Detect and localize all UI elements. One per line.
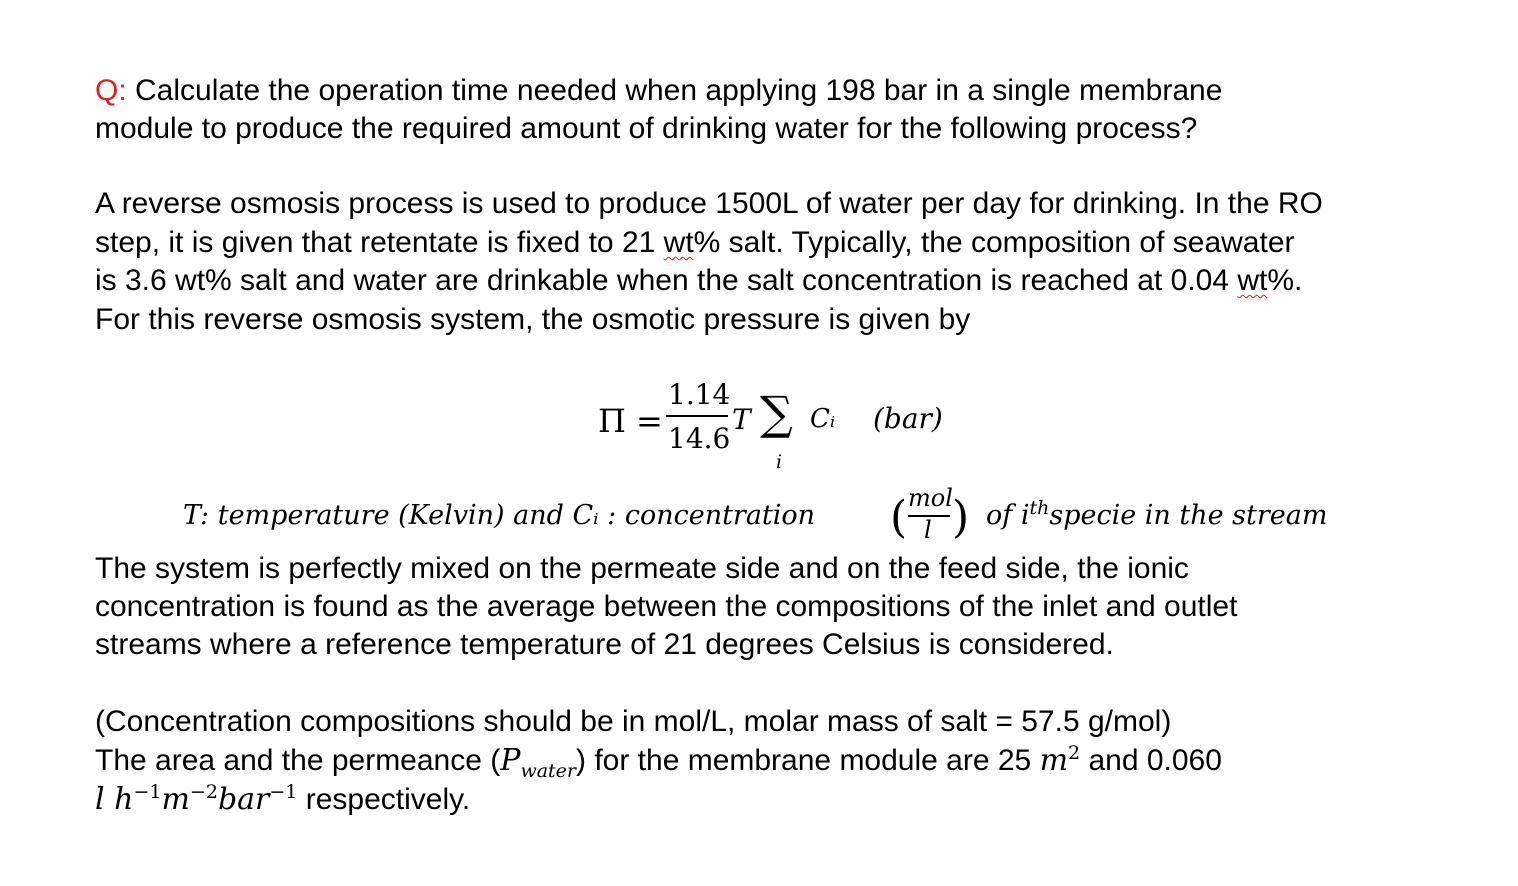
formula-numerator: 1.14: [668, 378, 731, 411]
definition-part-2-b: specie in the stream: [1049, 500, 1328, 531]
question-text-1: Calculate the operation time needed when applying 198 bar in a single membrane: [126, 74, 1223, 107]
paragraph1-line-2-c: % salt. Typically, the composition of seawater: [693, 226, 1295, 259]
paragraph2-line-1: The system is perfectly mixed on the permeate side and on the feed side, the ionic: [95, 552, 1189, 585]
formula-concentration: Cᵢ: [810, 404, 836, 434]
formula-unit: (bar): [873, 402, 943, 435]
paragraph2-line-2: concentration is found as the average between the compositions of the inlet and outlet: [95, 590, 1238, 623]
formula-sigma: ∑: [760, 386, 793, 440]
definition-paren-right: ): [952, 492, 970, 543]
paragraph3-line-3: [95, 781, 470, 819]
permeance-unit-lh: l h: [95, 782, 134, 817]
paragraph3-line-2-c: and 0.060: [1080, 744, 1222, 777]
paragraph3-line-2: [95, 742, 1222, 780]
paragraph1-line-1: A reverse osmosis process is used to produce 1500L of water per day for drinking. In the RO: [95, 187, 1323, 220]
paragraph1-line-3-a: is 3.6 wt% salt and water are drinkable when the salt concentration is reached at 0.04: [95, 264, 1238, 297]
definition-fraction-bottom: l: [924, 516, 932, 544]
question-line-1: [95, 72, 1222, 110]
definition-paren-left: (: [890, 492, 908, 543]
paragraph1-line-3-c: %.: [1267, 264, 1303, 297]
area-unit-m: m: [1039, 743, 1069, 778]
paragraph2-line-3: streams where a reference temperature of 21 degrees Celsius is considered.: [95, 628, 1114, 661]
osmotic-pressure-formula: [598, 378, 978, 478]
permeance-unit-m: m: [161, 782, 190, 817]
paragraph3-line-1: (Concentration compositions should be in mol/L, molar mass of salt = 57.5 g/mol): [95, 705, 1172, 738]
definition-part-1: T: temperature (Kelvin) and Cᵢ : concentration: [183, 500, 816, 531]
permeance-symbol: P: [500, 743, 521, 778]
definition-part-2-a: of i: [986, 500, 1030, 531]
paragraph1-line-2: [95, 224, 1295, 262]
formula-denominator: 14.6: [668, 422, 731, 455]
question-line-2: module to produce the required amount of drinking water for the following process?: [95, 112, 1198, 145]
formula-temperature: T: [732, 403, 751, 436]
definition-part-2: [986, 497, 1328, 531]
formula-equals: =: [636, 402, 663, 440]
paragraph1-line-2-a: step, it is given that retentate is fixed to 21: [95, 226, 664, 259]
permeance-subscript: water: [520, 760, 576, 782]
definition-superscript: th: [1029, 497, 1050, 519]
variable-definition: [183, 484, 1383, 548]
spellcheck-word-wt-1: wt: [663, 226, 694, 259]
permeance-unit-bar: bar: [217, 782, 270, 817]
paragraph1-line-3: [95, 262, 1302, 300]
permeance-unit-exp-1: −1: [133, 781, 162, 803]
area-unit-exponent: 2: [1068, 742, 1081, 764]
definition-unit-fraction: [890, 484, 970, 548]
question-label: Q:: [95, 74, 127, 107]
permeance-unit-exp-2: −2: [189, 781, 218, 803]
definition-fraction-top: mol: [908, 484, 953, 512]
paragraph3-line-2-a: The area and the permeance (: [95, 744, 501, 777]
formula-fraction-bar: [666, 415, 728, 417]
paragraph3-line-2-b: ) for the membrane module are 25: [576, 744, 1040, 777]
paragraph3-line-3-text: respectively.: [297, 783, 471, 816]
spellcheck-word-wt-2: wt: [1237, 264, 1268, 297]
formula-pi: Π: [598, 402, 626, 440]
paragraph1-line-4: For this reverse osmosis system, the osmotic pressure is given by: [95, 303, 971, 336]
formula-sum-index: i: [776, 451, 783, 473]
permeance-unit-exp-3: −1: [269, 781, 298, 803]
